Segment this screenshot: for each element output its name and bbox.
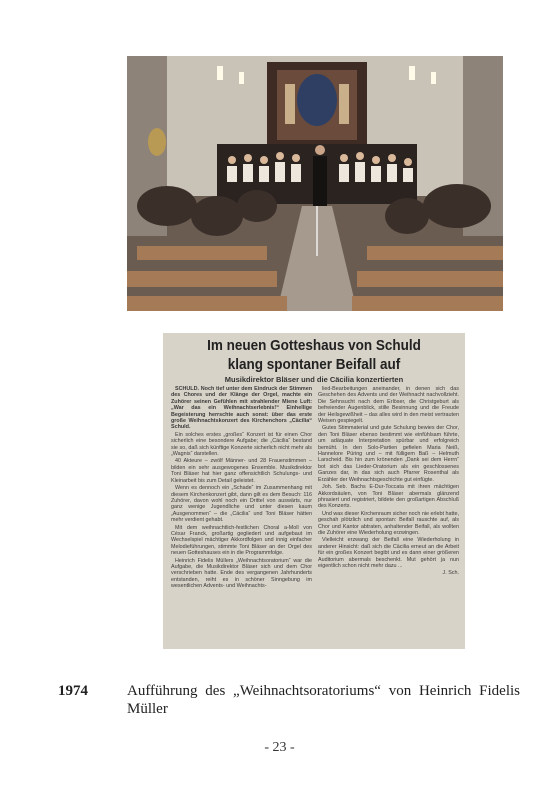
clipping-paragraph: Gutes Stimmaterial und gute Schulung bewies der Chor, den Toni Bläser ebenso bestimmt wie einfühlsam führte, um adäquate Interpretation spürbar und erfolgreich bemüht. In den Solo-Partien gefielen Maria Neiß, Hannelore Püring und – mit fülligem Baß – Helmuth Larscheid. Bis hin zum krönenden „Dank sei dem Herrn“ bot sich das Lieder-Oratorium als ein geschlossenes Ganzes dar, in das sich auch Pfarrer Rosenthal als Erzähler der Weihnachtsgeschichte gut einfügte. bbox=[318, 425, 459, 483]
clipping-paragraph: Ein solches erstes „großes“ Konzert ist für einen Chor sicherlich eine besondere Aufgabe; die „Cäcilia“ bestand sie so, daß sich künftige Konzerte sicherlich nicht mehr als „Wagnis“ darstellen. bbox=[171, 431, 312, 458]
clipping-paragraph: Heinrich Fidelis Müllers „Weihnachtsoratorium“ war die Aufgabe, die Musikdirektor Bläser sich und dem Chor verschrieben hatte. Ende des vergangenen Jahrhunderts entstanden, reiht es in schöner Sinngebung im wesentlichen Advents- und Weihnachts- bbox=[171, 557, 312, 590]
clipping-column-right bbox=[318, 386, 459, 644]
clipping-columns bbox=[171, 386, 459, 644]
clipping-column-left bbox=[171, 386, 312, 644]
caption-year: 1974 bbox=[58, 683, 88, 699]
page-number: - 23 - bbox=[264, 740, 295, 755]
clipping-paragraph: 40 Akteure – zwölf Männer- und 28 Frauenstimmen – bilden ein sehr ausgewogenes Ensemble. Musikdirektor Toni Bläser hat hier ganz offensichtlich Schulungs- und Kleinarbeit bis zum Detail geleistet. bbox=[171, 458, 312, 484]
clipping-subheadline: Musikdirektor Bläser und die Cäcilia konzertierten bbox=[224, 375, 404, 384]
caption-text: Aufführung des „Weihnachtsoratoriums“ von Heinrich Fidelis Müller bbox=[127, 683, 521, 717]
church-choir-image bbox=[127, 56, 503, 311]
clipping-author: J. Sch. bbox=[442, 570, 459, 577]
clipping-headline-line-2: klang spontaner Beifall auf bbox=[227, 356, 401, 373]
clipping-paragraph: Mit dem weihnachtlich-festlichen Choral a-Moll von César Franck, großartig gegliedert und aufgebaut im Wechselspiel mächtiger Akkordfolgen und innig einfacher Melodieführungen, stimmte Toni Bläser an der Orgel des neuen Gotteshauses ein in die Programmfolge. bbox=[171, 524, 312, 557]
church-concert-photo bbox=[127, 56, 503, 311]
newspaper-clipping bbox=[163, 333, 465, 649]
clipping-paragraph: lied-Bearbeitungen aneinander, in denen sich das Geschehen des Advents und der Weihnacht nachvollzieht. Die Sehnsucht nach dem Erlöser, die Christgeburt als befreiender Augenblick, stille Besinnung und die Freude der Heilsgewißheit – das alles wird in den meist vertrauten Weisen gespiegelt. bbox=[318, 386, 459, 425]
clipping-paragraph: Joh. Seb. Bachs E-Dur-Toccata mit ihren mächtigen Akkordsäulen, von Toni Bläser abermals glänzend phrasiert und registriert, bildete den großartigen Abschluß des Konzerts. bbox=[318, 484, 459, 510]
clipping-headline-line-1: Im neuen Gotteshaus von Schuld bbox=[207, 337, 421, 354]
clipping-paragraph: Vielleicht erzwang der Beifall eine Wiederholung in anderer Hinsicht: daß sich die Cäcilia erneut an die Arbeit für ein großes Konzert begibt und es dann einer größeren Auditorium abermals beschenkt. Mut gehört ja nun eigentlich schon nicht mehr dazu ... bbox=[318, 537, 459, 569]
clipping-paragraph: Wenn es dennoch ein „Schade“ im Zusammenhang mit diesem Kirchenkonzert gibt, dann gilt es dem Besuch: 116 Zuhörer, davon wohl noch ein Drittel von auswärts, nur ganz wenige Jugendliche und unter diesen kaum „Ausgenommen“ – die „Cäcilia“ und Toni Bläser hätten mehr verdient gehabt. bbox=[171, 485, 312, 524]
clipping-paragraph: SCHULD. Noch tief unter dem Eindruck der Stimmen des Chores und der Klänge der Orgel, machte ein Zuhörer seinen Gefühlen mit strahlender Miene Luft: „War das ein Weihnachtserlebnis!“ Einhellige Begeisterung herrschte auch sonst: über das erste große Weihnachtskonzert des Kirchenchors „Cäcilia“ Schuld. bbox=[171, 386, 312, 431]
clipping-paragraph: Und was dieser Kirchenraum sicher noch nie erlebt hatte, geschah plötzlich und spontan: Beifall rauschte auf, als Chor und Kantor abtraten, anhaltender Beifall, als wollten die Zuhörer eine Wiederholung erzwingen. bbox=[318, 510, 459, 536]
clipping-headline bbox=[178, 336, 450, 374]
